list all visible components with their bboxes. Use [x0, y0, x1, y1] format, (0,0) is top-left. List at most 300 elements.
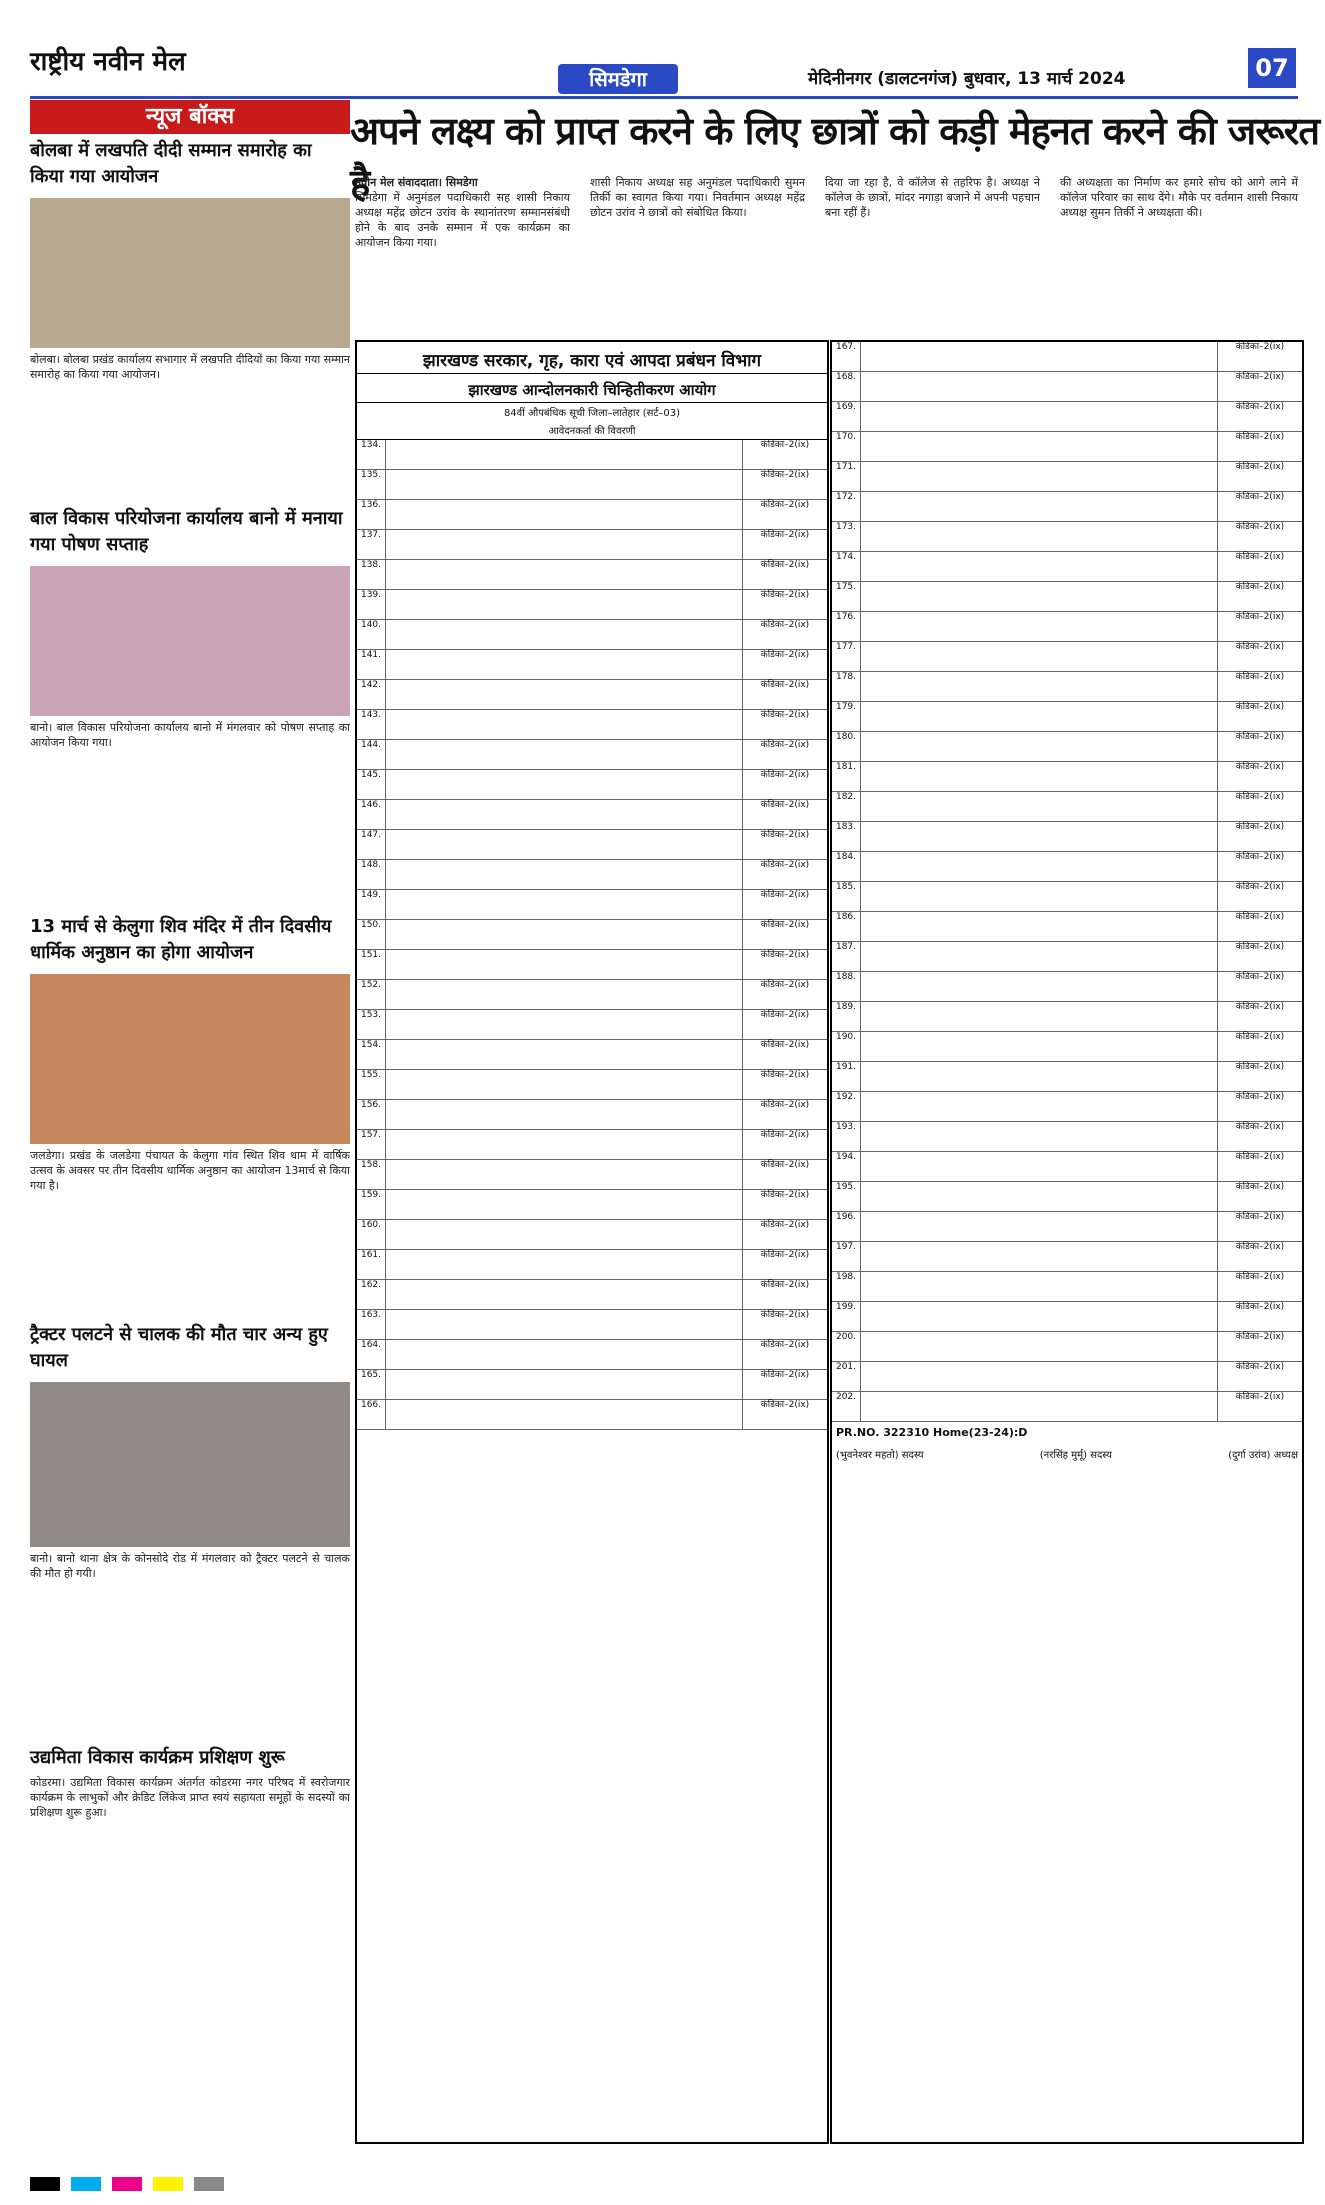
notice-row	[832, 702, 1302, 732]
notice-row	[832, 942, 1302, 972]
notice-row	[832, 1362, 1302, 1392]
row-number: 156.	[357, 1100, 386, 1129]
row-status: कंडिका–2(ix)	[742, 740, 827, 769]
notice-row	[357, 980, 827, 1010]
row-status: कंडिका–2(ix)	[1217, 912, 1302, 941]
row-number: 138.	[357, 560, 386, 589]
row-details	[861, 552, 1217, 581]
notice-row	[357, 1010, 827, 1040]
notice-title: झारखण्ड सरकार, गृह, कारा एवं आपदा प्रबंधन विभाग	[357, 342, 827, 374]
row-number: 172.	[832, 492, 861, 521]
notice-list-title: 84वीं औपबंधिक सूची जिला–लातेहार (सर्ट–03)	[503, 408, 681, 419]
row-number: 135.	[357, 470, 386, 499]
notice-row	[357, 1070, 827, 1100]
row-details	[386, 680, 742, 709]
row-number: 168.	[832, 372, 861, 401]
row-number: 154.	[357, 1040, 386, 1069]
row-number: 186.	[832, 912, 861, 941]
notice-row	[832, 762, 1302, 792]
notice-row	[832, 1092, 1302, 1122]
row-details	[861, 1002, 1217, 1031]
row-details	[386, 1220, 742, 1249]
row-status: कंडिका–2(ix)	[1217, 1302, 1302, 1331]
row-number: 167.	[832, 342, 861, 371]
row-number: 139.	[357, 590, 386, 619]
row-status: कंडिका–2(ix)	[742, 800, 827, 829]
row-status: कंडिका–2(ix)	[1217, 612, 1302, 641]
news-box-header: न्यूज बॉक्स	[30, 100, 350, 134]
row-status: कंडिका–2(ix)	[1217, 582, 1302, 611]
row-status: कंडिका–2(ix)	[1217, 1392, 1302, 1421]
notice-row	[357, 1280, 827, 1310]
row-details	[386, 1280, 742, 1309]
row-status: कंडिका–2(ix)	[742, 1070, 827, 1099]
row-details	[861, 1392, 1217, 1421]
row-details	[386, 1190, 742, 1219]
row-number: 195.	[832, 1182, 861, 1211]
story-text: शासी निकाय अध्यक्ष सह अनुमंडल पदाधिकारी सुमन तिर्की का स्वागत किया गया। निवर्तमान अध्यक्ष महेंद्र छोटन उरांव ने छात्रों को संबोधित किया।	[590, 176, 805, 219]
notice-rows	[357, 440, 827, 1430]
row-details	[861, 402, 1217, 431]
notice-row	[832, 492, 1302, 522]
row-number: 158.	[357, 1160, 386, 1189]
notice-row	[832, 672, 1302, 702]
notice-row	[357, 1130, 827, 1160]
row-details	[861, 582, 1217, 611]
notice-row	[357, 500, 827, 530]
notice-row	[357, 1370, 827, 1400]
page-number: 07	[1248, 48, 1296, 88]
news-box-sidebar	[30, 100, 350, 2150]
notice-row	[832, 972, 1302, 1002]
row-number: 177.	[832, 642, 861, 671]
row-status: कंडिका–2(ix)	[1217, 822, 1302, 851]
story-lead: बोलबा। बोलबा प्रखंड कार्यालय सभागार में लखपति दीदियों का किया गया सम्मान समारोह का किया गया आयोजन।	[30, 353, 350, 381]
notice-row	[832, 732, 1302, 762]
row-number: 169.	[832, 402, 861, 431]
row-details	[386, 1130, 742, 1159]
row-number: 193.	[832, 1122, 861, 1151]
story-text: की अध्यक्षता का निर्माण कर हमारे सोच को आगे लाने में कॉलेज परिवार का साथ देंगे। मौके पर वर्तमान शासी निकाय अध्यक्ष सुमन तिर्की ने अध्यक्षता की।	[1060, 176, 1298, 219]
row-details	[386, 650, 742, 679]
row-details	[861, 942, 1217, 971]
notice-row	[357, 1190, 827, 1220]
row-details	[861, 972, 1217, 1001]
notice-row	[357, 890, 827, 920]
color-swatch	[194, 2177, 224, 2191]
row-details	[386, 500, 742, 529]
notice-row	[832, 1272, 1302, 1302]
row-number: 171.	[832, 462, 861, 491]
row-number: 146.	[357, 800, 386, 829]
notice-row	[832, 1182, 1302, 1212]
row-details	[861, 912, 1217, 941]
row-status: कंडिका–2(ix)	[1217, 702, 1302, 731]
row-status: कंडिका–2(ix)	[742, 1310, 827, 1339]
notice-row	[832, 432, 1302, 462]
notice-row	[832, 1152, 1302, 1182]
main-story-col-4	[1060, 175, 1298, 220]
notice-row	[832, 372, 1302, 402]
story-text: दिया जा रहा है, वे कॉलेज से तहरिफ है। अध्यक्ष ने कॉलेज के छात्रों, मांदर नगाड़ा बजाने में अपनी पहचान बना रहीं हैं।	[825, 176, 1040, 219]
notice-row	[832, 402, 1302, 432]
row-details	[861, 702, 1217, 731]
top-rule	[30, 96, 1298, 99]
row-status: कंडिका–2(ix)	[1217, 402, 1302, 431]
row-details	[861, 432, 1217, 461]
color-swatch	[153, 2177, 183, 2191]
notice-row	[832, 1122, 1302, 1152]
notice-rows	[832, 342, 1302, 1422]
row-status: कंडिका–2(ix)	[1217, 882, 1302, 911]
notice-row	[357, 1400, 827, 1430]
row-number: 190.	[832, 1032, 861, 1061]
notice-row	[832, 1002, 1302, 1032]
row-status: कंडिका–2(ix)	[742, 650, 827, 679]
row-number: 149.	[357, 890, 386, 919]
color-swatch	[71, 2177, 101, 2191]
row-number: 175.	[832, 582, 861, 611]
notice-subtitle: झारखण्ड आन्दोलनकारी चिन्हितीकरण आयोग	[357, 374, 827, 403]
row-status: कंडिका–2(ix)	[1217, 462, 1302, 491]
row-number: 160.	[357, 1220, 386, 1249]
row-details	[861, 1272, 1217, 1301]
row-status: कंडिका–2(ix)	[742, 1010, 827, 1039]
row-status: कंडिका–2(ix)	[1217, 672, 1302, 701]
notice-row	[832, 1032, 1302, 1062]
row-status: कंडिका–2(ix)	[1217, 762, 1302, 791]
notice-row	[357, 800, 827, 830]
notice-row	[357, 1250, 827, 1280]
row-number: 151.	[357, 950, 386, 979]
row-number: 152.	[357, 980, 386, 1009]
row-status: कंडिका–2(ix)	[742, 470, 827, 499]
row-details	[386, 1160, 742, 1189]
row-status: कंडिका–2(ix)	[742, 920, 827, 949]
notice-row	[832, 1392, 1302, 1422]
row-status: कंडिका–2(ix)	[742, 1190, 827, 1219]
story-title: बाल विकास परियोजना कार्यालय बानो में मनाया गया पोषण सप्ताह	[30, 508, 343, 555]
notice-row	[832, 1062, 1302, 1092]
story-lead: जलडेगा। प्रखंड के जलडेगा पंचायत के केलुगा गांव स्थित शिव धाम में वार्षिक उत्सव के अवसर पर तीन दिवसीय धार्मिक अनुष्ठान का आयोजन 13मार्च से किया गया है।	[30, 1149, 350, 1192]
row-number: 199.	[832, 1302, 861, 1331]
notice-row	[832, 642, 1302, 672]
notice-row	[357, 860, 827, 890]
page-headline: अपने लक्ष्य को प्राप्त करने के लिए छात्रों को कड़ी मेहनत करने की जरूरत है	[350, 108, 1319, 205]
notice-row	[832, 1242, 1302, 1272]
row-number: 187.	[832, 942, 861, 971]
row-details	[386, 1010, 742, 1039]
row-status: कंडिका–2(ix)	[1217, 1212, 1302, 1241]
row-status: कंडिका–2(ix)	[1217, 1122, 1302, 1151]
row-number: 134.	[357, 440, 386, 469]
row-number: 164.	[357, 1340, 386, 1369]
signature: (नरसिंह मुर्मू) सदस्य	[1039, 1450, 1112, 1461]
row-details	[386, 980, 742, 1009]
row-number: 202.	[832, 1392, 861, 1421]
row-number: 196.	[832, 1212, 861, 1241]
row-details	[861, 612, 1217, 641]
row-number: 145.	[357, 770, 386, 799]
row-number: 183.	[832, 822, 861, 851]
row-details	[386, 860, 742, 889]
row-status: कंडिका–2(ix)	[742, 1280, 827, 1309]
notice-row	[357, 740, 827, 770]
row-number: 194.	[832, 1152, 861, 1181]
row-number: 140.	[357, 620, 386, 649]
notice-row	[832, 462, 1302, 492]
row-details	[386, 890, 742, 919]
notice-row	[832, 1212, 1302, 1242]
government-notice-right	[830, 340, 1304, 2144]
row-number: 198.	[832, 1272, 861, 1301]
row-number: 143.	[357, 710, 386, 739]
row-status: कंडिका–2(ix)	[742, 680, 827, 709]
color-swatch	[30, 2177, 60, 2191]
row-number: 189.	[832, 1002, 861, 1031]
row-number: 147.	[357, 830, 386, 859]
row-number: 176.	[832, 612, 861, 641]
row-details	[386, 770, 742, 799]
row-status: कंडिका–2(ix)	[1217, 372, 1302, 401]
notice-row	[357, 560, 827, 590]
row-details	[861, 1032, 1217, 1061]
story-photo	[30, 1382, 350, 1547]
row-details	[386, 920, 742, 949]
story-photo	[30, 974, 350, 1144]
signature: (भुवनेश्वर महतो) सदस्य	[836, 1450, 924, 1461]
row-number: 192.	[832, 1092, 861, 1121]
row-number: 179.	[832, 702, 861, 731]
row-status: कंडिका–2(ix)	[742, 1250, 827, 1279]
row-status: कंडिका–2(ix)	[1217, 1002, 1302, 1031]
row-details	[861, 1332, 1217, 1361]
row-status: कंडिका–2(ix)	[1217, 522, 1302, 551]
row-status: कंडिका–2(ix)	[1217, 972, 1302, 1001]
notice-row	[357, 530, 827, 560]
row-details	[386, 1040, 742, 1069]
row-details	[386, 1400, 742, 1429]
row-status: कंडिका–2(ix)	[742, 440, 827, 469]
row-number: 166.	[357, 1400, 386, 1429]
notice-row	[357, 440, 827, 470]
row-details	[386, 740, 742, 769]
signature: (दुर्गा उरांव) अध्यक्ष	[1228, 1450, 1298, 1461]
color-swatch	[112, 2177, 142, 2191]
row-status: कंडिका–2(ix)	[742, 1220, 827, 1249]
row-number: 191.	[832, 1062, 861, 1091]
row-number: 180.	[832, 732, 861, 761]
row-number: 136.	[357, 500, 386, 529]
row-number: 161.	[357, 1250, 386, 1279]
row-status: कंडिका–2(ix)	[742, 860, 827, 889]
row-details	[861, 642, 1217, 671]
notice-row	[357, 950, 827, 980]
row-details	[861, 822, 1217, 851]
row-status: कंडिका–2(ix)	[1217, 432, 1302, 461]
story-title: उद्यमिता विकास कार्यक्रम प्रशिक्षण शुरू	[30, 1747, 285, 1768]
row-status: कंडिका–2(ix)	[1217, 1152, 1302, 1181]
row-number: 200.	[832, 1332, 861, 1361]
notice-row	[357, 710, 827, 740]
row-number: 163.	[357, 1310, 386, 1339]
row-number: 185.	[832, 882, 861, 911]
row-status: कंडिका–2(ix)	[742, 1100, 827, 1129]
row-details	[861, 1062, 1217, 1091]
row-details	[861, 762, 1217, 791]
row-status: कंडिका–2(ix)	[1217, 342, 1302, 371]
notice-row	[357, 680, 827, 710]
row-status: कंडिका–2(ix)	[742, 1160, 827, 1189]
notice-row	[832, 582, 1302, 612]
story-lead: बानो। बाल विकास परियोजना कार्यालय बानो में मंगलवार को पोषण सप्ताह का आयोजन किया गया।	[30, 721, 350, 749]
row-status: कंडिका–2(ix)	[742, 1400, 827, 1429]
notice-row	[357, 830, 827, 860]
story-photo	[30, 198, 350, 348]
masthead-logo: राष्ट्रीय नवीन मेल	[30, 47, 186, 77]
row-status: कंडिका–2(ix)	[742, 710, 827, 739]
row-details	[386, 1340, 742, 1369]
row-details	[386, 950, 742, 979]
row-status: कंडिका–2(ix)	[742, 770, 827, 799]
row-details	[861, 1122, 1217, 1151]
row-details	[861, 882, 1217, 911]
row-status: कंडिका–2(ix)	[1217, 732, 1302, 761]
row-details	[386, 1250, 742, 1279]
row-number: 201.	[832, 1362, 861, 1391]
row-number: 155.	[357, 1070, 386, 1099]
notice-row	[357, 1160, 827, 1190]
row-details	[386, 1370, 742, 1399]
row-number: 148.	[357, 860, 386, 889]
row-number: 150.	[357, 920, 386, 949]
row-details	[386, 560, 742, 589]
notice-row	[832, 342, 1302, 372]
row-status: कंडिका–2(ix)	[742, 560, 827, 589]
byline: नवीन मेल संवाददाता। सिमडेगा	[355, 176, 478, 189]
story-title: ट्रैक्टर पलटने से चालक की मौत चार अन्य हुए घायल	[30, 1324, 328, 1371]
pr-number: PR.NO. 322310 Home(23-24):D	[836, 1426, 1028, 1439]
main-story-col-3	[825, 175, 1040, 220]
story-lead: बानो। बानो थाना क्षेत्र के कोनसोदे रोड में मंगलवार को ट्रैक्टर पलटने से चालक की मौत हो गयी।	[30, 1552, 350, 1580]
row-details	[386, 1070, 742, 1099]
notice-row	[357, 770, 827, 800]
row-details	[386, 620, 742, 649]
notice-row	[832, 852, 1302, 882]
story-text: सिमडेगा में अनुमंडल पदाधिकारी सह शासी निकाय अध्यक्ष महेंद्र छोटन उरांव के स्थानांतरण सम्मानसंबंधी होने के बाद उनके सम्मान में एक कार्यक्रम का आयोजन किया गया।	[355, 191, 570, 249]
main-story-col-2	[590, 175, 805, 220]
story-photo	[30, 566, 350, 716]
row-number: 153.	[357, 1010, 386, 1039]
story-title: 13 मार्च से केलुगा शिव मंदिर में तीन दिवसीय धार्मिक अनुष्ठान का होगा आयोजन	[30, 916, 332, 963]
row-details	[861, 792, 1217, 821]
row-details	[861, 1092, 1217, 1121]
row-number: 197.	[832, 1242, 861, 1271]
row-number: 184.	[832, 852, 861, 881]
notice-row	[832, 522, 1302, 552]
row-details	[386, 1310, 742, 1339]
row-number: 165.	[357, 1370, 386, 1399]
row-status: कंडिका–2(ix)	[742, 1040, 827, 1069]
row-status: कंडिका–2(ix)	[742, 620, 827, 649]
dateline: मेदिनीनगर (डालटनगंज) बुधवार, 13 मार्च 2024	[808, 69, 1126, 89]
row-status: कंडिका–2(ix)	[742, 1370, 827, 1399]
row-status: कंडिका–2(ix)	[1217, 1182, 1302, 1211]
notice-row	[357, 620, 827, 650]
story-title: बोलबा में लखपति दीदी सम्मान समारोह का किया गया आयोजन	[30, 140, 312, 187]
row-details	[386, 470, 742, 499]
government-notice-left	[355, 340, 829, 2144]
notice-row	[357, 590, 827, 620]
row-details	[861, 1212, 1217, 1241]
row-status: कंडिका–2(ix)	[1217, 1062, 1302, 1091]
row-status: कंडिका–2(ix)	[1217, 1092, 1302, 1121]
row-status: कंडिका–2(ix)	[742, 1340, 827, 1369]
row-details	[386, 530, 742, 559]
notice-column-header: आवेदनकर्ता की विवरणी	[357, 421, 827, 440]
row-number: 144.	[357, 740, 386, 769]
row-status: कंडिका–2(ix)	[742, 890, 827, 919]
notice-row	[357, 1220, 827, 1250]
row-details	[861, 1182, 1217, 1211]
row-details	[861, 342, 1217, 371]
row-status: कंडिका–2(ix)	[1217, 1272, 1302, 1301]
row-number: 181.	[832, 762, 861, 791]
row-status: कंडिका–2(ix)	[742, 980, 827, 1009]
row-status: कंडिका–2(ix)	[1217, 552, 1302, 581]
notice-row	[357, 650, 827, 680]
notice-row	[357, 470, 827, 500]
row-details	[861, 1302, 1217, 1331]
row-details	[386, 590, 742, 619]
row-status: कंडिका–2(ix)	[1217, 1032, 1302, 1061]
notice-row	[832, 792, 1302, 822]
row-details	[861, 1242, 1217, 1271]
row-details	[861, 522, 1217, 551]
row-details	[861, 1152, 1217, 1181]
row-details	[386, 800, 742, 829]
main-story-col-1	[355, 175, 570, 250]
notice-row	[357, 1340, 827, 1370]
notice-row	[832, 552, 1302, 582]
row-number: 178.	[832, 672, 861, 701]
notice-row	[357, 920, 827, 950]
notice-row	[832, 612, 1302, 642]
row-status: कंडिका–2(ix)	[1217, 1242, 1302, 1271]
row-status: कंडिका–2(ix)	[742, 500, 827, 529]
row-details	[386, 440, 742, 469]
section-tab: सिमडेगा	[558, 64, 678, 94]
notice-row	[357, 1100, 827, 1130]
row-number: 159.	[357, 1190, 386, 1219]
row-status: कंडिका–2(ix)	[1217, 1362, 1302, 1391]
row-details	[861, 672, 1217, 701]
row-details	[861, 1362, 1217, 1391]
row-number: 188.	[832, 972, 861, 1001]
row-status: कंडिका–2(ix)	[1217, 642, 1302, 671]
notice-row	[832, 1332, 1302, 1362]
story-lead: कोडरमा। उद्यमिता विकास कार्यक्रम अंतर्गत कोडरमा नगर परिषद में स्वरोजगार कार्यक्रम के लाभुकों और क्रेडिट लिंकेज प्राप्त स्वयं सहायता समूहों के सदस्यों का प्रशिक्षण शुरू हुआ।	[30, 1776, 350, 1819]
row-number: 137.	[357, 530, 386, 559]
row-status: कंडिका–2(ix)	[742, 950, 827, 979]
row-number: 170.	[832, 432, 861, 461]
row-details	[861, 372, 1217, 401]
notice-row	[832, 882, 1302, 912]
notice-row	[832, 1302, 1302, 1332]
row-details	[861, 462, 1217, 491]
row-status: कंडिका–2(ix)	[742, 590, 827, 619]
row-number: 182.	[832, 792, 861, 821]
